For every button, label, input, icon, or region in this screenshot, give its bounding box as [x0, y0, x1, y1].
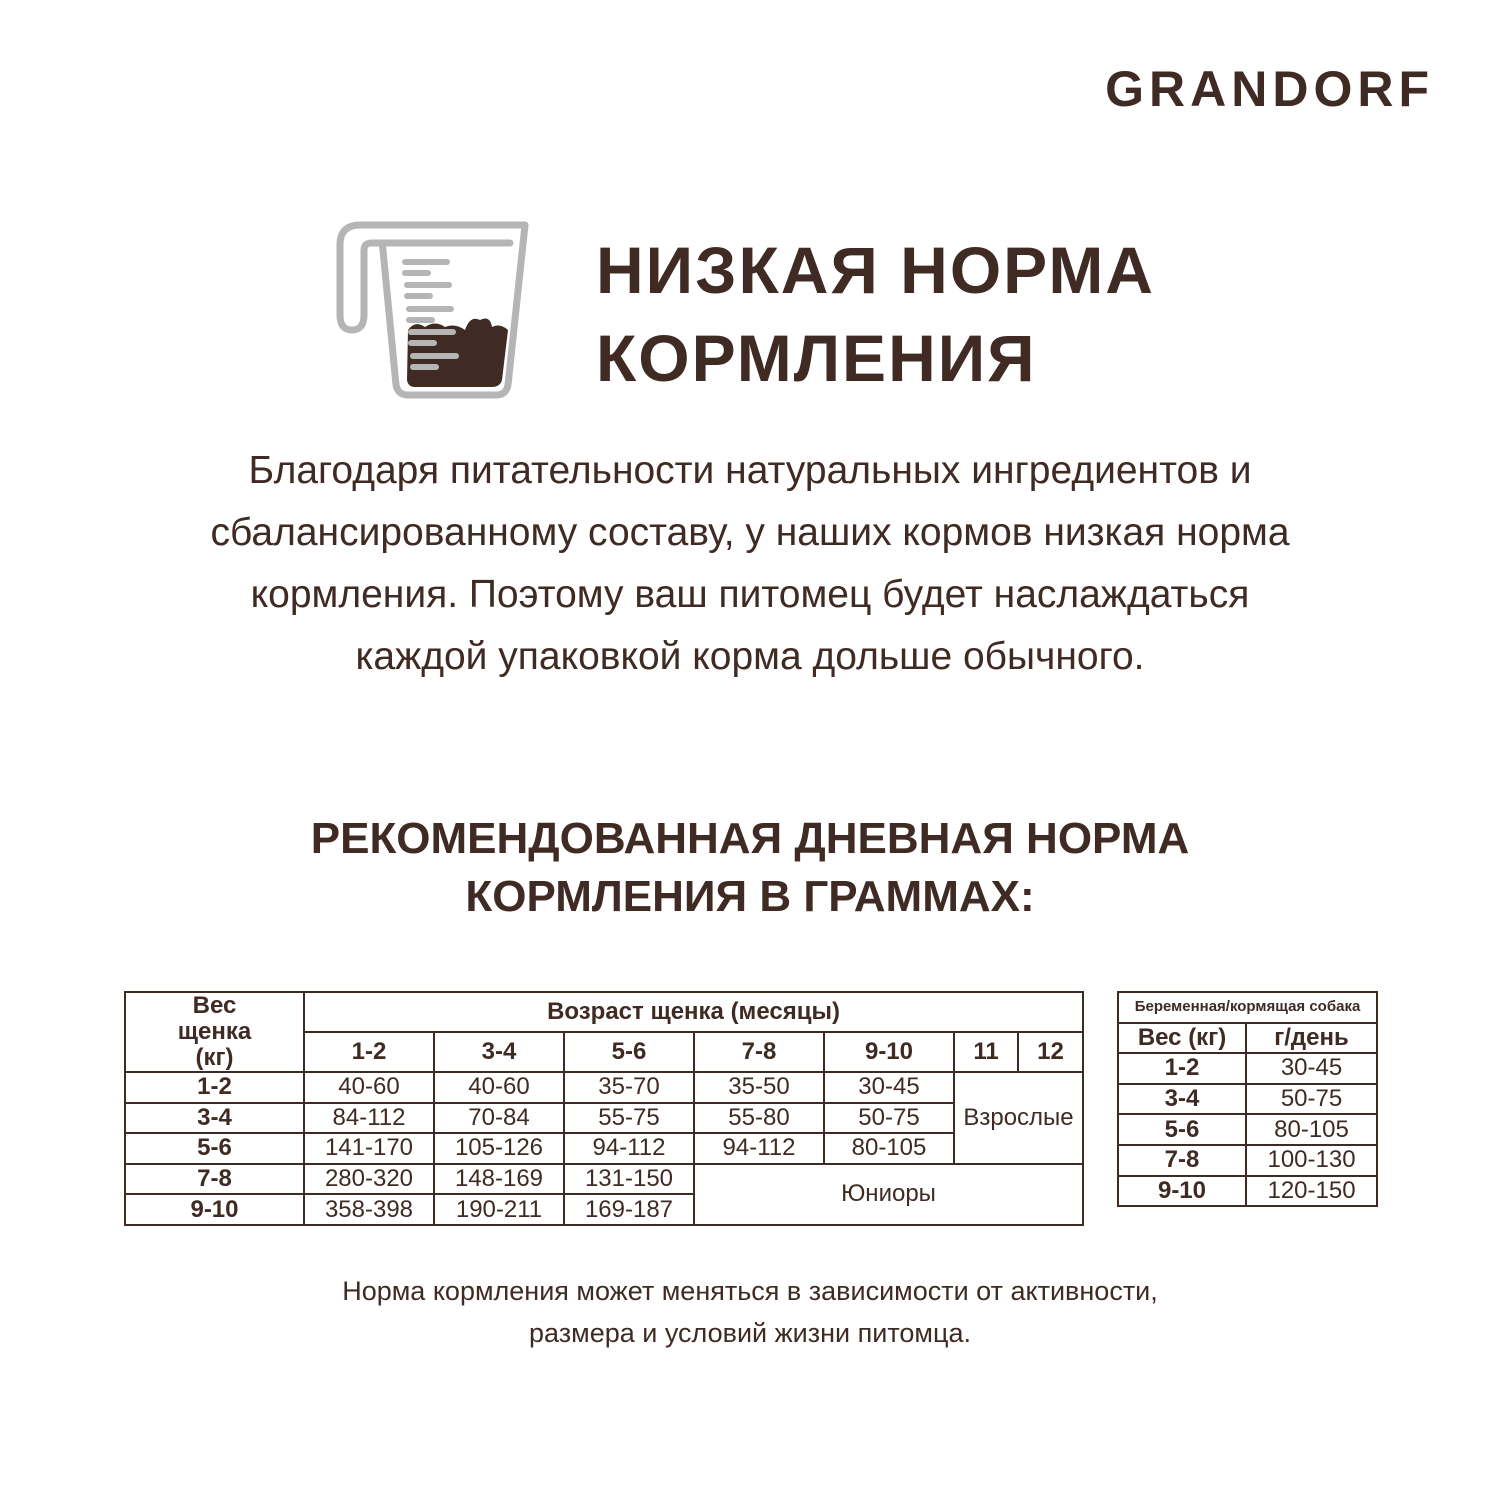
value-cell: 94-112	[564, 1133, 694, 1164]
pregnant-table-title: Беременная/кормящая собака	[1118, 992, 1377, 1023]
intro-line: кормления. Поэтому ваш питомец будет наслаждаться	[250, 573, 1250, 616]
weight-cell: 3-4	[125, 1103, 304, 1134]
value-cell: 55-75	[564, 1103, 694, 1134]
age-col: 12	[1018, 1032, 1083, 1072]
header-cell: Вес (кг)	[1118, 1023, 1246, 1054]
value-cell: 131-150	[564, 1164, 694, 1195]
section-heading	[0, 810, 1500, 926]
weight-cell: 3-4	[1118, 1084, 1246, 1115]
table-row	[1118, 1084, 1377, 1115]
value-cell: 169-187	[564, 1194, 694, 1225]
value-cell: 141-170	[304, 1133, 434, 1164]
brand-logo: GRANDORF	[1105, 61, 1434, 117]
value-cell: 35-50	[694, 1072, 824, 1103]
value-cell: 120-150	[1246, 1176, 1377, 1207]
age-col: 9-10	[824, 1032, 954, 1072]
title-line: НИЗКАЯ НОРМА	[596, 233, 1155, 307]
table-row	[125, 1103, 1083, 1134]
age-col: 11	[954, 1032, 1018, 1072]
value-cell: 105-126	[434, 1133, 564, 1164]
age-col: 3-4	[434, 1032, 564, 1072]
value-cell: 40-60	[304, 1072, 434, 1103]
value-cell: 100-130	[1246, 1145, 1377, 1176]
adults-cell: Взрослые	[954, 1072, 1083, 1164]
age-header: Возраст щенка (месяцы)	[304, 992, 1083, 1032]
weight-cell: 5-6	[125, 1133, 304, 1164]
value-cell: 358-398	[304, 1194, 434, 1225]
value-cell: 190-211	[434, 1194, 564, 1225]
value-cell: 280-320	[304, 1164, 434, 1195]
value-cell: 50-75	[824, 1103, 954, 1134]
table-row	[125, 1133, 1083, 1164]
value-cell: 40-60	[434, 1072, 564, 1103]
value-cell: 30-45	[824, 1072, 954, 1103]
age-col: 5-6	[564, 1032, 694, 1072]
weight-cell: 9-10	[125, 1194, 304, 1225]
value-cell: 94-112	[694, 1133, 824, 1164]
intro-text	[0, 440, 1500, 688]
table-row	[125, 1164, 1083, 1195]
heading-line: РЕКОМЕНДОВАННАЯ ДНЕВНАЯ НОРМА	[310, 814, 1190, 863]
value-cell: 148-169	[434, 1164, 564, 1195]
value-cell: 70-84	[434, 1103, 564, 1134]
value-cell: 35-70	[564, 1072, 694, 1103]
footnote-line: размера и условий жизни питомца.	[529, 1318, 971, 1348]
page-title	[596, 226, 1155, 402]
weight-cell: 7-8	[1118, 1145, 1246, 1176]
footnote-line: Норма кормления может меняться в зависимости от активности,	[342, 1276, 1158, 1306]
age-col: 1-2	[304, 1032, 434, 1072]
weight-cell: 9-10	[1118, 1176, 1246, 1207]
intro-line: Благодаря питательности натуральных ингредиентов и	[248, 449, 1252, 492]
title-line: КОРМЛЕНИЯ	[596, 321, 1037, 395]
weight-cell: 7-8	[125, 1164, 304, 1195]
juniors-cell: Юниоры	[694, 1164, 1083, 1225]
value-cell: 80-105	[824, 1133, 954, 1164]
table-row	[125, 1072, 1083, 1103]
value-cell: 50-75	[1246, 1084, 1377, 1115]
table-row	[1118, 1176, 1377, 1207]
weight-header: Вес щенка (кг)	[125, 992, 304, 1072]
footnote	[0, 1270, 1500, 1354]
age-col: 7-8	[694, 1032, 824, 1072]
table-row	[1118, 1053, 1377, 1084]
heading-line: КОРМЛЕНИЯ В ГРАММАХ:	[465, 872, 1035, 921]
value-cell: 30-45	[1246, 1053, 1377, 1084]
intro-line: каждой упаковкой корма дольше обычного.	[355, 635, 1145, 678]
weight-cell: 1-2	[1118, 1053, 1246, 1084]
puppy-feeding-table	[124, 991, 1084, 1226]
measuring-cup-icon	[330, 215, 540, 400]
value-cell: 80-105	[1246, 1114, 1377, 1145]
weight-cell: 1-2	[125, 1072, 304, 1103]
intro-line: сбалансированному составу, у наших кормов низкая норма	[210, 511, 1290, 554]
value-cell: 55-80	[694, 1103, 824, 1134]
table-row	[1118, 1114, 1377, 1145]
pregnant-dog-table	[1117, 991, 1378, 1207]
value-cell: 84-112	[304, 1103, 434, 1134]
weight-cell: 5-6	[1118, 1114, 1246, 1145]
table-row	[1118, 1145, 1377, 1176]
header-cell: г/день	[1246, 1023, 1377, 1054]
